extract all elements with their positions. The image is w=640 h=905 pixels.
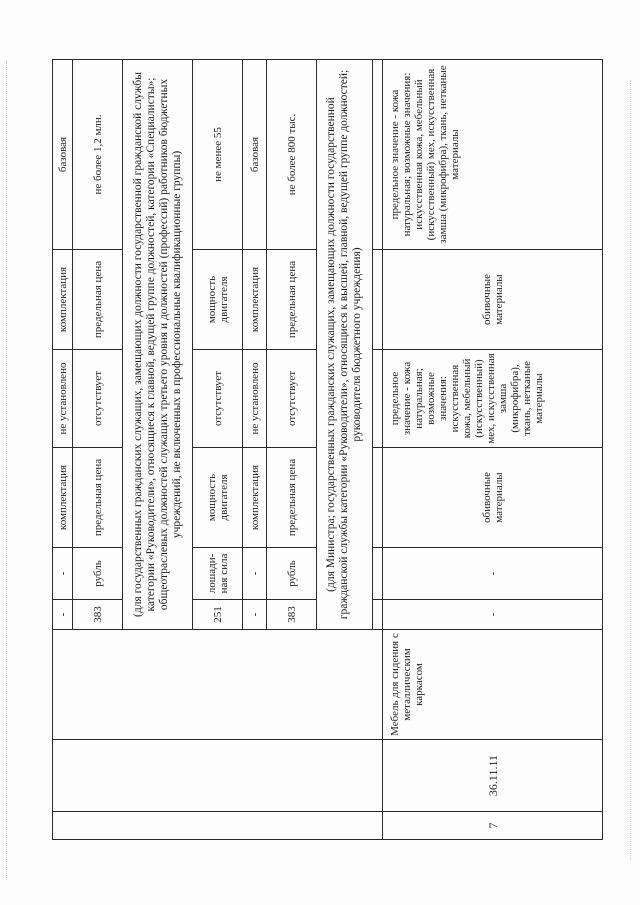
cell-characteristic: комплектация bbox=[53, 448, 73, 548]
cell-unit: рубль bbox=[267, 548, 317, 600]
cell-characteristic-2: предельная цена bbox=[267, 250, 317, 350]
group-note: (для Министра; государственных гражданских служащих, замещающих должности государственной гражданской службы категории «Руководители», относящиеся к высшей, главной, ведущей группе должностей; руководителя бюджетного учреждения) bbox=[317, 60, 373, 630]
cell-characteristic-2: обивочные материалы bbox=[383, 250, 603, 350]
scan-edge-right bbox=[630, 80, 634, 860]
cell-characteristic: обивочные материалы bbox=[383, 448, 603, 548]
cell-blank bbox=[373, 448, 383, 548]
cell-characteristic: предельная цена bbox=[267, 448, 317, 548]
cell-characteristic: предельная цена bbox=[73, 448, 123, 548]
scan-edge-left bbox=[6, 60, 10, 880]
cell-value: отсутствует bbox=[193, 350, 243, 448]
cell-blank bbox=[373, 600, 383, 630]
cell-unit: - bbox=[383, 548, 603, 600]
group-note: (для государственных гражданских служащих, замещающих должности государственной гражданской службы категории «Руководители», относящиеся к главной, ведущей группе должностей, категории «Специалисты»; общеотраслевых должностей служащих третьего уровня и должностей (профессий) работников бюджетных учреждений, не включенных в профессиональные квалификационные группы) bbox=[123, 60, 193, 630]
cell-name: Мебель для сидения с металлическим каркасом bbox=[383, 630, 603, 740]
cell-characteristic-2: мощность двигателя bbox=[193, 250, 243, 350]
table-row bbox=[53, 60, 73, 840]
cell-code: 251 bbox=[193, 600, 243, 630]
cell-value-2: не менее 55 bbox=[193, 60, 243, 250]
cell-value: не установлено bbox=[53, 350, 73, 448]
cell-code: - bbox=[383, 600, 603, 630]
furniture-spec-table bbox=[52, 59, 603, 840]
cell-characteristic-2: предельная цена bbox=[73, 250, 123, 350]
cell-code: 383 bbox=[267, 600, 317, 630]
cell-unit: - bbox=[243, 548, 267, 600]
cell-blank bbox=[373, 548, 383, 600]
cell-code: - bbox=[53, 600, 73, 630]
cell-value-2: базовая bbox=[53, 60, 73, 250]
cell-characteristic: мощность двигателя bbox=[193, 448, 243, 548]
cell-unit: - bbox=[53, 548, 73, 600]
cell-blank bbox=[373, 350, 383, 448]
cell-characteristic-2: комплектация bbox=[53, 250, 73, 350]
cell-name bbox=[53, 630, 383, 740]
cell-blank bbox=[373, 60, 383, 250]
cell-value: отсутствует bbox=[73, 350, 123, 448]
cell-code: 383 bbox=[73, 600, 123, 630]
cell-number bbox=[53, 812, 383, 840]
table-row-item-7 bbox=[383, 60, 603, 840]
cell-value: предельное значение - кожа натуральная; возможные значения: искусственная кожа, мебельный (искусственный) мех, искусственная замша (микрофибра), ткань, нетканые материалы bbox=[383, 350, 603, 448]
cell-unit: лошади-ная сила bbox=[193, 548, 243, 600]
cell-characteristic: комплектация bbox=[243, 448, 267, 548]
cell-value-2: не более 800 тыс. bbox=[267, 60, 317, 250]
cell-value-2: базовая bbox=[243, 60, 267, 250]
cell-blank bbox=[373, 250, 383, 350]
cell-number: 7 bbox=[383, 812, 603, 840]
rotated-table-wrapper bbox=[52, 60, 602, 840]
cell-okpd bbox=[53, 740, 383, 812]
cell-okpd: 36.11.11 bbox=[383, 740, 603, 812]
cell-characteristic-2: комплектация bbox=[243, 250, 267, 350]
cell-value-2: предельное значение - кожа натуральная; возможные значения: искусственная кожа, мебельный (искусственный) мех, искусственная замша (микрофибра), ткань, нетканые материалы bbox=[383, 60, 603, 250]
cell-unit: рубль bbox=[73, 548, 123, 600]
cell-code: - bbox=[243, 600, 267, 630]
cell-value: отсутствует bbox=[267, 350, 317, 448]
cell-value-2: не более 1,2 млн. bbox=[73, 60, 123, 250]
cell-value: не установлено bbox=[243, 350, 267, 448]
